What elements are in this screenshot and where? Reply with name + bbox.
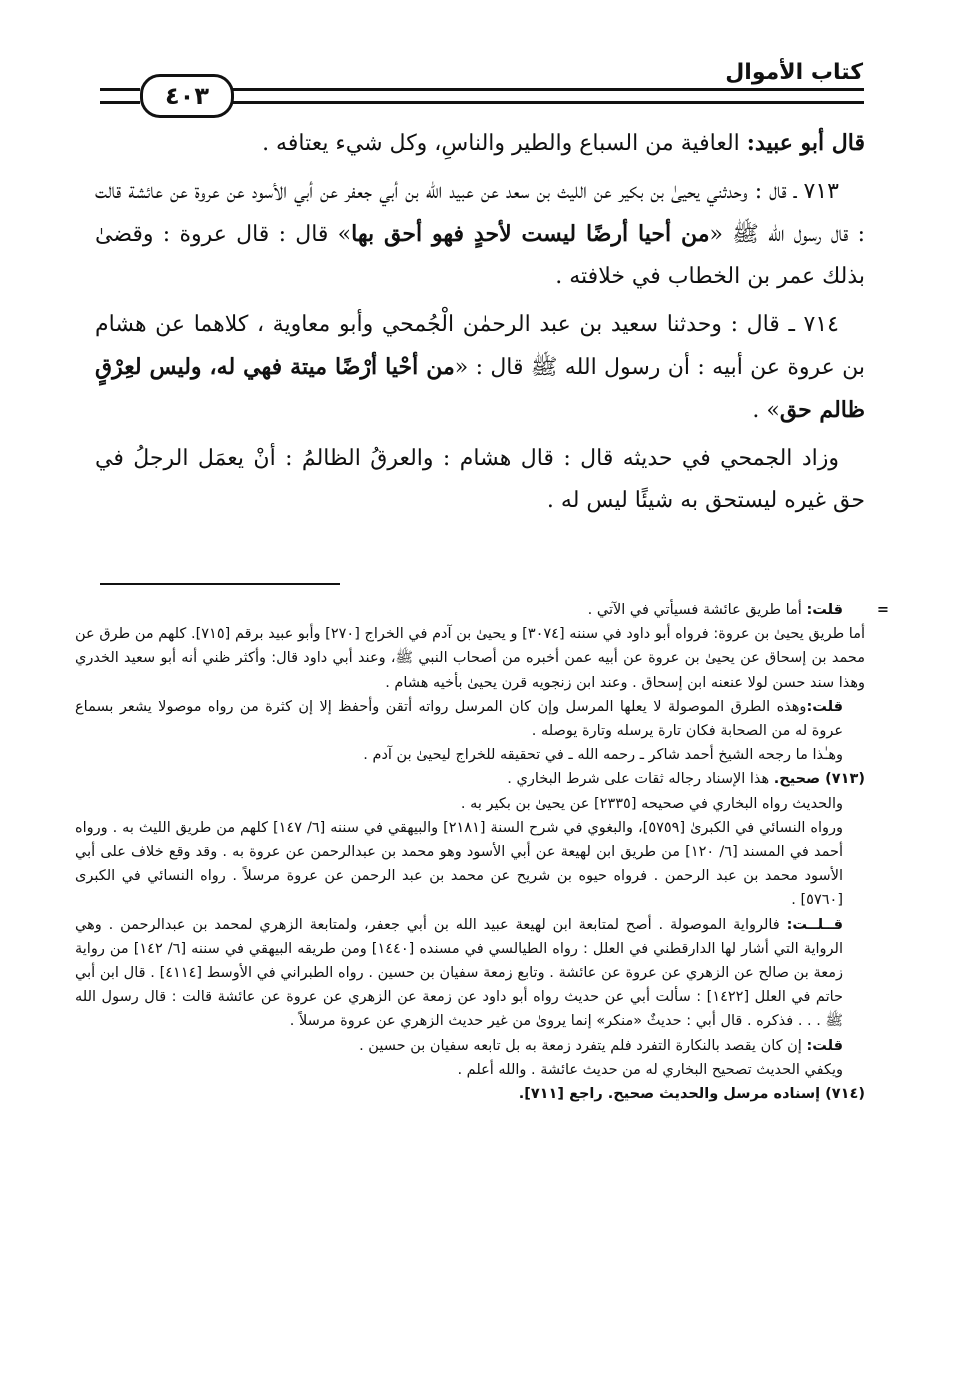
footnotes xyxy=(75,598,889,1106)
note-text: أما طريق يحيىٰ بن عروة: فرواه أبو داود في سننه [٣٠٧٤] و يحيىٰ بن آدم في الخراج [٢٧٠] وأبو عبيد برقم [٧١٥]. كلهم من طرق عن محمد بن إسحاق عن يحيىٰ بن عروة عن أبيه عمن أخبره من أصحاب النبي ﷺ، وعند أبي داود قال: وأكثر ظني أنه أبو سعيد الخدري وهذا سند حسن لولا عنعنه ابن إسحاق . وعند ابن زنجويه قرن يحيىٰ بأخيه هشام . xyxy=(75,626,866,691)
note-text: إن كان يقصد بالنكارة التفرد فلم يتفرد زمعة به بل تابعه سفيان بن حسين . xyxy=(359,1037,807,1054)
hadith-text: » . xyxy=(752,398,780,423)
paragraph-text: العافية من السباع والطير والناسِ، وكل شيء يعتافه . xyxy=(262,131,747,156)
footnote-line xyxy=(75,743,865,767)
note-text: أما طريق عائشة فسيأتي في الآتي . xyxy=(587,602,807,618)
paragraph-addition xyxy=(95,438,865,522)
hadith-text: ٧١٤ ـ قال : وحدثنا سعيد بن عبد الرحمٰن الْجُمحي وأبو معاوية ، كلاهما عن هشام بن عروة عن أبيه : أن رسول الله ﷺ قال : « xyxy=(95,312,866,380)
hadith-714 xyxy=(95,304,865,432)
book-title: كتاب الأموال xyxy=(725,60,863,85)
footnote-line xyxy=(75,913,865,1034)
footnote-separator xyxy=(100,583,340,585)
footnote-713 xyxy=(75,767,865,791)
footnote-line xyxy=(75,1058,865,1082)
note-text: ويكفي الحديث تصحيح البخاري له من حديث عائشة . والله أعلم . xyxy=(457,1061,843,1078)
note-text: والحديث رواه البخاري في صحيحه [٢٣٣٥] عن يحيىٰ بن بكير به . xyxy=(460,795,843,812)
hadith-text: ٧١٣ ـ قال : وحدثني يحيىٰ بن بكير عن الليث بن سعد عن عبيد الله بن أبي جعفر عن أبي الأسود عن عروة عن عائشة قالت : قال رسول الله ﷺ « xyxy=(95,179,866,247)
footnote-line xyxy=(75,1034,865,1058)
page-number-text: ٤٠٣ xyxy=(165,82,209,110)
hadith-matn: من أحْيا أرْضًا ميتة فهي له، وليس لعِرْقٍ ظالم حق xyxy=(95,354,865,423)
note-label: (٧١٣) صحيح. xyxy=(773,771,865,788)
paragraph-text: وزاد الجمحي في حديثه قال : قال هشام : والعرقُ الظالمُ : أنْ يعمَل الرجلُ في حق غيره ليستحق به شيئًا ليس له . xyxy=(95,446,865,513)
header-rule-left xyxy=(100,88,140,104)
footnote-line xyxy=(75,622,865,695)
continuation-marker: = xyxy=(876,602,889,618)
footnote-line xyxy=(75,792,865,816)
note-label: قلت: xyxy=(806,698,843,715)
note-text: ورواه النسائي في الكبرىٰ [٥٧٥٩]، والبغوي في شرح السنة [٢١٨١] والبيهقي في سننه [٦/ ١٤٧] كلهم من طريق الليث به . ورواه أحمد في المسند [٦/ ١٢٠] من طريق ابن لهيعة عن أبي الأسود وهو محمد بن عبدالرحمن عن عروة به . وقد وقع خلاف على أبي الأسود محمد بن عبد الرحمن . فرواه حيوه بن شريح عن محمد بن عبد الرحمن عن عروة مرسلاً . رواه النسائي في الكبرى [٥٧٦٠] . xyxy=(75,819,844,909)
speaker-label: قال أبو عبيد: xyxy=(746,130,865,156)
header-rule-right xyxy=(230,88,864,104)
page-number xyxy=(140,74,234,118)
paragraph-abu-ubaid xyxy=(95,122,865,165)
note-text: وهذه الطرق الموصولة لا يعلها المرسل وإن كان المرسل رواته أتقن وأحفظ إلا إن كثرة من رواه موصولا يشعر بسماع عروة له من الصحابة فكان تارة يرسله وتارة يوصله . xyxy=(75,698,843,740)
note-text: فالرواية الموصولة . أصح لمتابعة ابن لهيعة عبيد الله بن أبي جعفر، ولمتابعة الزهري لمحمد بن عبدالرحمن . وهي الرواية التي أشار لها الدارقطني في العلل : رواه الطيالسي في مسنده [١٤٤٠] ومن طريقه البيهقي في سننه [٦/ ١٤٢] من رواية زمعة بن صالح عن الزهري عن عروة عن عائشة . وتابع زمعة سفيان بن حسين . رواه الطبراني في الأوسط [٤١١٤] . قال ابن أبي حاتم في العلل [١٤٢٢] : سألت أبي عن حديث رواه أبو داود عن زمعة عن الزهري عن عروة عن عائشة قالت : قال رسول الله ﷺ . . . فذكره . قال أبي : حديثٌ «منكر» إنما يروىٰ من غير حديث الزهري عن عروة مرسلاً . xyxy=(75,916,843,1030)
note-text: هذا الإسناد رجاله ثقات على شرط البخاري . xyxy=(507,771,774,788)
note-label: قــلــت: xyxy=(786,916,843,933)
footnote-line xyxy=(75,816,865,913)
footnote-line xyxy=(75,598,889,622)
footnote-line xyxy=(75,695,865,743)
note-label: قلت: xyxy=(806,602,843,618)
note-label: قلت: xyxy=(806,1037,843,1054)
footnote-714 xyxy=(75,1082,865,1106)
main-text xyxy=(95,122,865,528)
hadith-713 xyxy=(95,171,865,298)
hadith-text: » قال : قال عروة : وقضىٰ بذلك عمر بن الخطاب في خلافته . xyxy=(95,222,865,289)
note-text: وهـٰذا ما رجحه الشيخ أحمد شاكر ـ رحمه الله ـ في تحقيقه للخراج ليحيىٰ بن آدم . xyxy=(363,747,843,764)
note-label: (٧١٤) إسناده مرسل والحديث صحيح. راجع [٧١١]. xyxy=(518,1086,865,1103)
hadith-matn: من أحيا أرضًا ليست لأحدٍ فهو أحق بها xyxy=(351,221,710,247)
